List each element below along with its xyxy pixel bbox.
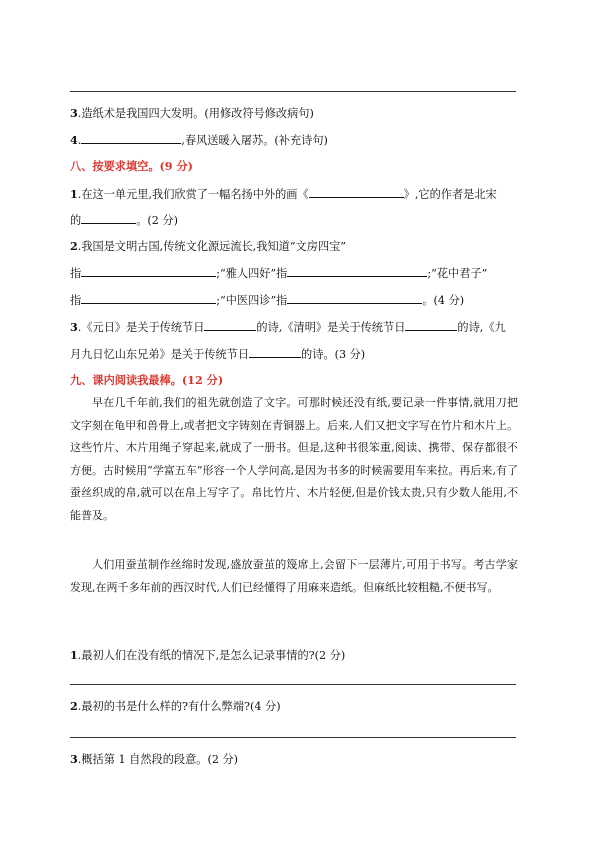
reading-paragraph-2: 人们用蚕茧制作丝绵时发现,盛放蚕茧的篾席上,会留下一层薄片,可用于书写。考古学家发现,在两千多年前的西汉时代,人们已经懂得了用麻来造纸。但麻纸比较粗糙,不便书写。 bbox=[70, 558, 518, 594]
question-3-correct-sentence bbox=[70, 106, 314, 121]
question-text: .造纸术是我国四大发明。(用修改符号修改病句) bbox=[77, 107, 314, 120]
blank[interactable] bbox=[81, 132, 181, 144]
section8-q2-line2: 指 ;“雅人四好”指 ;“花中君子” bbox=[70, 267, 488, 280]
section8-q3-line1: 3.《元日》是关于传统节日 的诗,《清明》是关于传统节日 的诗,《九 bbox=[70, 320, 506, 334]
answer-line-q2[interactable] bbox=[70, 737, 516, 738]
blank[interactable] bbox=[249, 346, 301, 358]
question-text: ,春风送暖入屠苏。(补充诗句) bbox=[181, 134, 328, 147]
blank[interactable] bbox=[81, 265, 216, 277]
section8-q3-line2: 月九日忆山东兄弟》是关于传统节日 的诗。(3 分) bbox=[70, 348, 366, 361]
question-number: 3 bbox=[70, 106, 78, 120]
blank[interactable] bbox=[405, 319, 457, 331]
blank[interactable] bbox=[309, 186, 404, 198]
blank[interactable] bbox=[81, 292, 216, 304]
section8-q1-line1: 1.在这一单元里,我们欣赏了一幅名扬中外的画《 》,它的作者是北宋 bbox=[70, 187, 497, 201]
blank[interactable] bbox=[81, 212, 136, 224]
section9-question-2: 2.最初的书是什么样的?有什么弊端?(4 分) bbox=[70, 699, 281, 713]
section-9-title: 九、课内阅读我最棒。(12 分) bbox=[70, 373, 224, 387]
section-8-title: 八、按要求填空。(9 分) bbox=[70, 159, 193, 173]
section8-q1-line2: 的 。(2 分) bbox=[70, 214, 178, 227]
answer-line-q1[interactable] bbox=[70, 684, 516, 685]
section8-q2-line1: 2.我国是文明古国,传统文化源远流长,我知道“文房四宝” bbox=[70, 239, 347, 253]
blank[interactable] bbox=[287, 265, 427, 277]
section9-question-1: 1.最初人们在没有纸的情况下,是怎么记录事情的?(2 分) bbox=[70, 648, 346, 662]
blank[interactable] bbox=[204, 319, 256, 331]
section8-q2-line3: 指 ;“中医四诊”指 。(4 分) bbox=[70, 294, 465, 307]
section9-question-3: 3.概括第 1 自然段的段意。(2 分) bbox=[70, 752, 239, 766]
question-number: 4 bbox=[70, 133, 78, 147]
question-4-complete-poem: 4. ,春风送暖入屠苏。(补充诗句) bbox=[70, 133, 328, 147]
reading-paragraph-1: 早在几千年前,我们的祖先就创造了文字。可那时候还没有纸,要记录一件事情,就用刀把文字刻在龟甲和兽骨上,或者把文字铸刻在青铜器上。后来,人们又把文字写在竹片和木片上。这些竹片、木片用绳子穿起来,就成了一册书。但是,这种书很笨重,阅读、携带、保存都很不方便。古时候用“学富五车”形容一个人学问高,是因为书多的时候需要用车来拉。再后来,有了蚕丝织成的帛,就可以在帛上写字了。帛比竹片、木片轻便,但是价钱太贵,只有少数人能用,不能普及。 bbox=[70, 396, 518, 522]
answer-line-top bbox=[70, 91, 516, 92]
blank[interactable] bbox=[287, 292, 422, 304]
